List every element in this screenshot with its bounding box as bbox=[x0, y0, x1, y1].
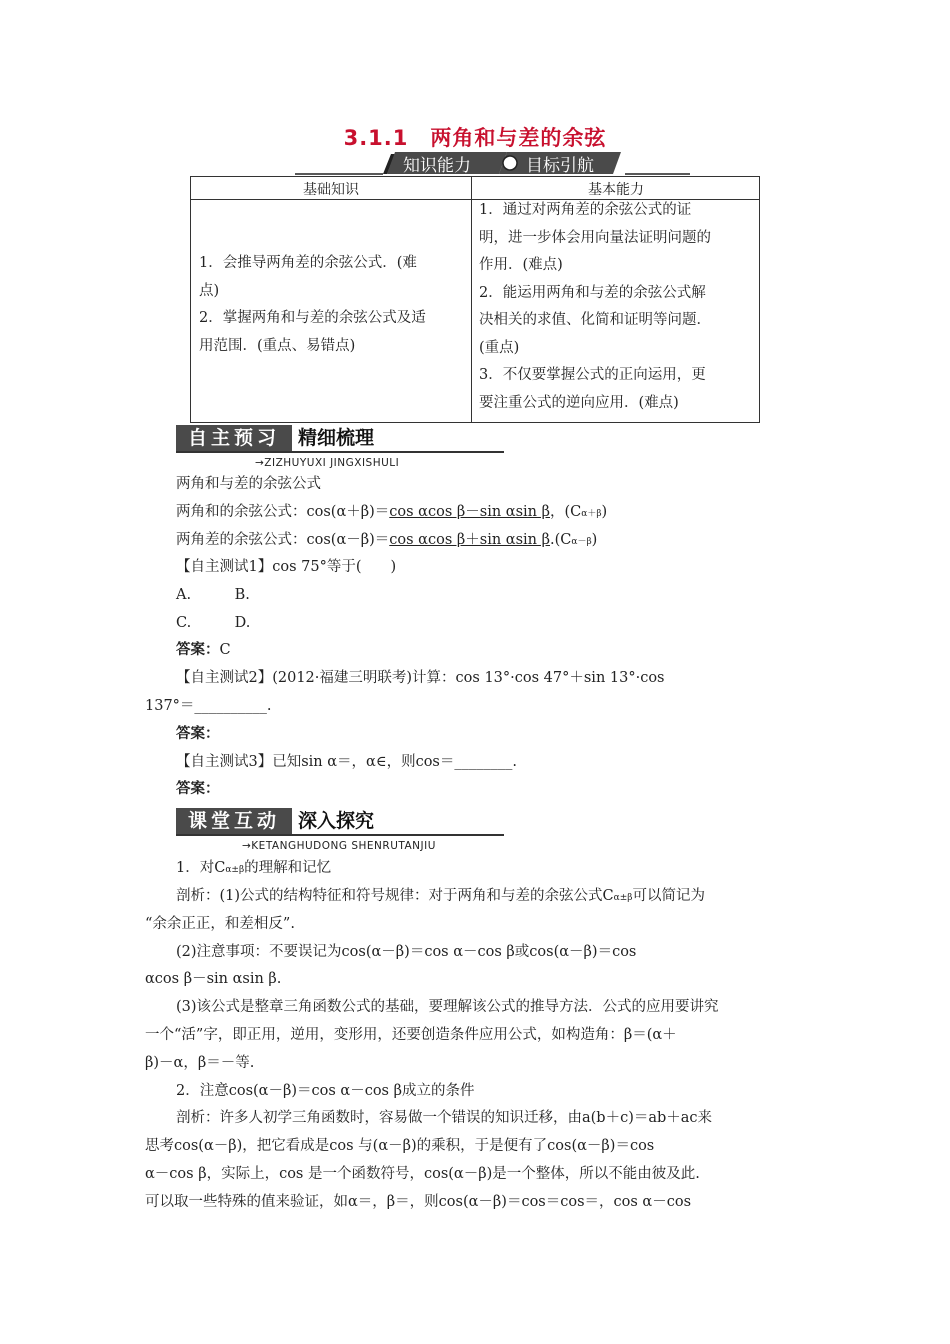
sum-formula-line: 两角和的余弦公式：cos(α＋β)＝cos αcos β－sin αsin β，(Cα＋β) bbox=[176, 504, 608, 520]
analysis-line: α－cos β，实际上，cos 是一个函数符号，cos(α－β)是一个整体，所以不能由彼及此. bbox=[145, 1166, 700, 1182]
self-test-3: 【自主测试3】已知sin α＝，α∈，则cos＝________. bbox=[176, 754, 517, 770]
analysis-line: (2)注意事项：不要误记为cos(α－β)＝cos α－cos β或cos(α－β)＝cos bbox=[176, 944, 637, 960]
topic-line: 两角和与差的余弦公式 bbox=[176, 476, 321, 492]
table-col2-line: 3．不仅要掌握公式的正向运用，更 bbox=[479, 367, 706, 383]
table-col1-content bbox=[199, 250, 469, 360]
table-col2-line: 作用．(难点) bbox=[479, 257, 563, 273]
analysis-line: 剖析：(1)公式的结构特征和符号规律：对于两角和与差的余弦公式Cα±β可以简记为 bbox=[176, 888, 705, 904]
answer-2: 答案： bbox=[176, 725, 220, 742]
sum-formula-answer: cos αcos β－sin αsin β bbox=[389, 504, 550, 520]
table-header-basic-ability: 基本能力 bbox=[588, 182, 644, 198]
section-header-classroom bbox=[176, 808, 506, 836]
table-col2-line: 1．通过对两角差的余弦公式的证 bbox=[479, 202, 692, 218]
self-test-2-cont: 137°＝__________. bbox=[145, 698, 272, 714]
table-col2-content bbox=[479, 197, 757, 417]
table-col2-line: 要注重公式的逆向应用．(难点) bbox=[479, 394, 679, 411]
page-title: 3.1.1 两角和与差的余弦 bbox=[343, 126, 607, 150]
self-test-1: 【自主测试1】cos 75°等于( ) bbox=[176, 559, 397, 575]
analysis-line: 剖析：许多人初学三角函数时，容易做一个错误的知识迁移，由a(b＋c)＝ab＋ac来 bbox=[176, 1110, 713, 1126]
table-col1-line: 2．掌握两角和与差的余弦公式及适 bbox=[199, 310, 426, 326]
analysis-line: αcos β－sin αsin β. bbox=[145, 971, 282, 987]
table-col2-line: (重点) bbox=[479, 339, 520, 356]
table-header-basic-knowledge: 基础知识 bbox=[303, 182, 359, 198]
banner-left-label: 知识能力 bbox=[403, 156, 471, 176]
section-title: 深入探究 bbox=[298, 810, 375, 832]
section-title: 精细梳理 bbox=[298, 427, 375, 449]
banner-right-label: 目标引航 bbox=[526, 156, 594, 176]
table-col1-line: 点) bbox=[199, 282, 220, 299]
table-col1-line: 用范围．(重点、易错点) bbox=[199, 337, 356, 354]
self-test-2: 【自主测试2】(2012·福建三明联考)计算：cos 13°·cos 47°＋sin 13°·cos bbox=[176, 670, 665, 686]
table-col2-line: 明，进一步体会用向量法证明问题的 bbox=[479, 229, 711, 246]
analysis-line: “余余正正，和差相反”. bbox=[145, 916, 295, 932]
test-options-cd: C. D. bbox=[176, 615, 251, 631]
section-block-label: 自主预习 bbox=[176, 425, 292, 451]
analysis-line: (3)该公式是整章三角函数公式的基础，要理解该公式的推导方法．公式的应用要讲究 bbox=[176, 999, 719, 1015]
section-header-preview bbox=[176, 425, 506, 453]
section-banner bbox=[295, 150, 690, 176]
answer-1: 答案：C bbox=[176, 641, 231, 658]
diff-formula-line: 两角差的余弦公式：cos(α－β)＝cos αcos β＋sin αsin β.(Cα－β) bbox=[176, 532, 598, 548]
table-col1-line: 1．会推导两角差的余弦公式．(难 bbox=[199, 255, 417, 271]
analysis-line: β)－α，β＝－等. bbox=[145, 1055, 255, 1071]
objectives-table bbox=[190, 176, 760, 423]
analysis-line: 一个“活”字，即正用，逆用，变形用，还要创造条件应用公式，如构造角：β＝(α＋ bbox=[145, 1027, 677, 1043]
analysis-line: 思考cos(α－β)，把它看成是cos 与(α－β)的乘积，于是便有了cos(α－β)＝cos bbox=[145, 1138, 655, 1154]
answer-3: 答案： bbox=[176, 780, 220, 797]
diff-formula-answer: cos αcos β＋sin αsin β bbox=[389, 532, 550, 548]
section-pinyin: →ZIZHUYUXI JINGXISHULI bbox=[255, 457, 400, 469]
table-col2-line: 2．能运用两角和与差的余弦公式解 bbox=[479, 284, 706, 301]
point-2-heading: 2．注意cos(α－β)＝cos α－cos β成立的条件 bbox=[176, 1083, 475, 1099]
section-block-label: 课堂互动 bbox=[176, 808, 292, 834]
point-1-heading: 1．对Cα±β的理解和记忆 bbox=[176, 860, 332, 876]
table-col2-line: 决相关的求值、化简和证明等问题． bbox=[479, 312, 711, 328]
section-pinyin: →KETANGHUDONG SHENRUTANJIU bbox=[242, 840, 436, 852]
test-options-ab: A. B. bbox=[176, 587, 250, 603]
analysis-line: 可以取一些特殊的值来验证，如α＝，β＝，则cos(α－β)＝cos＝cos＝，cos α－cos bbox=[145, 1194, 692, 1210]
